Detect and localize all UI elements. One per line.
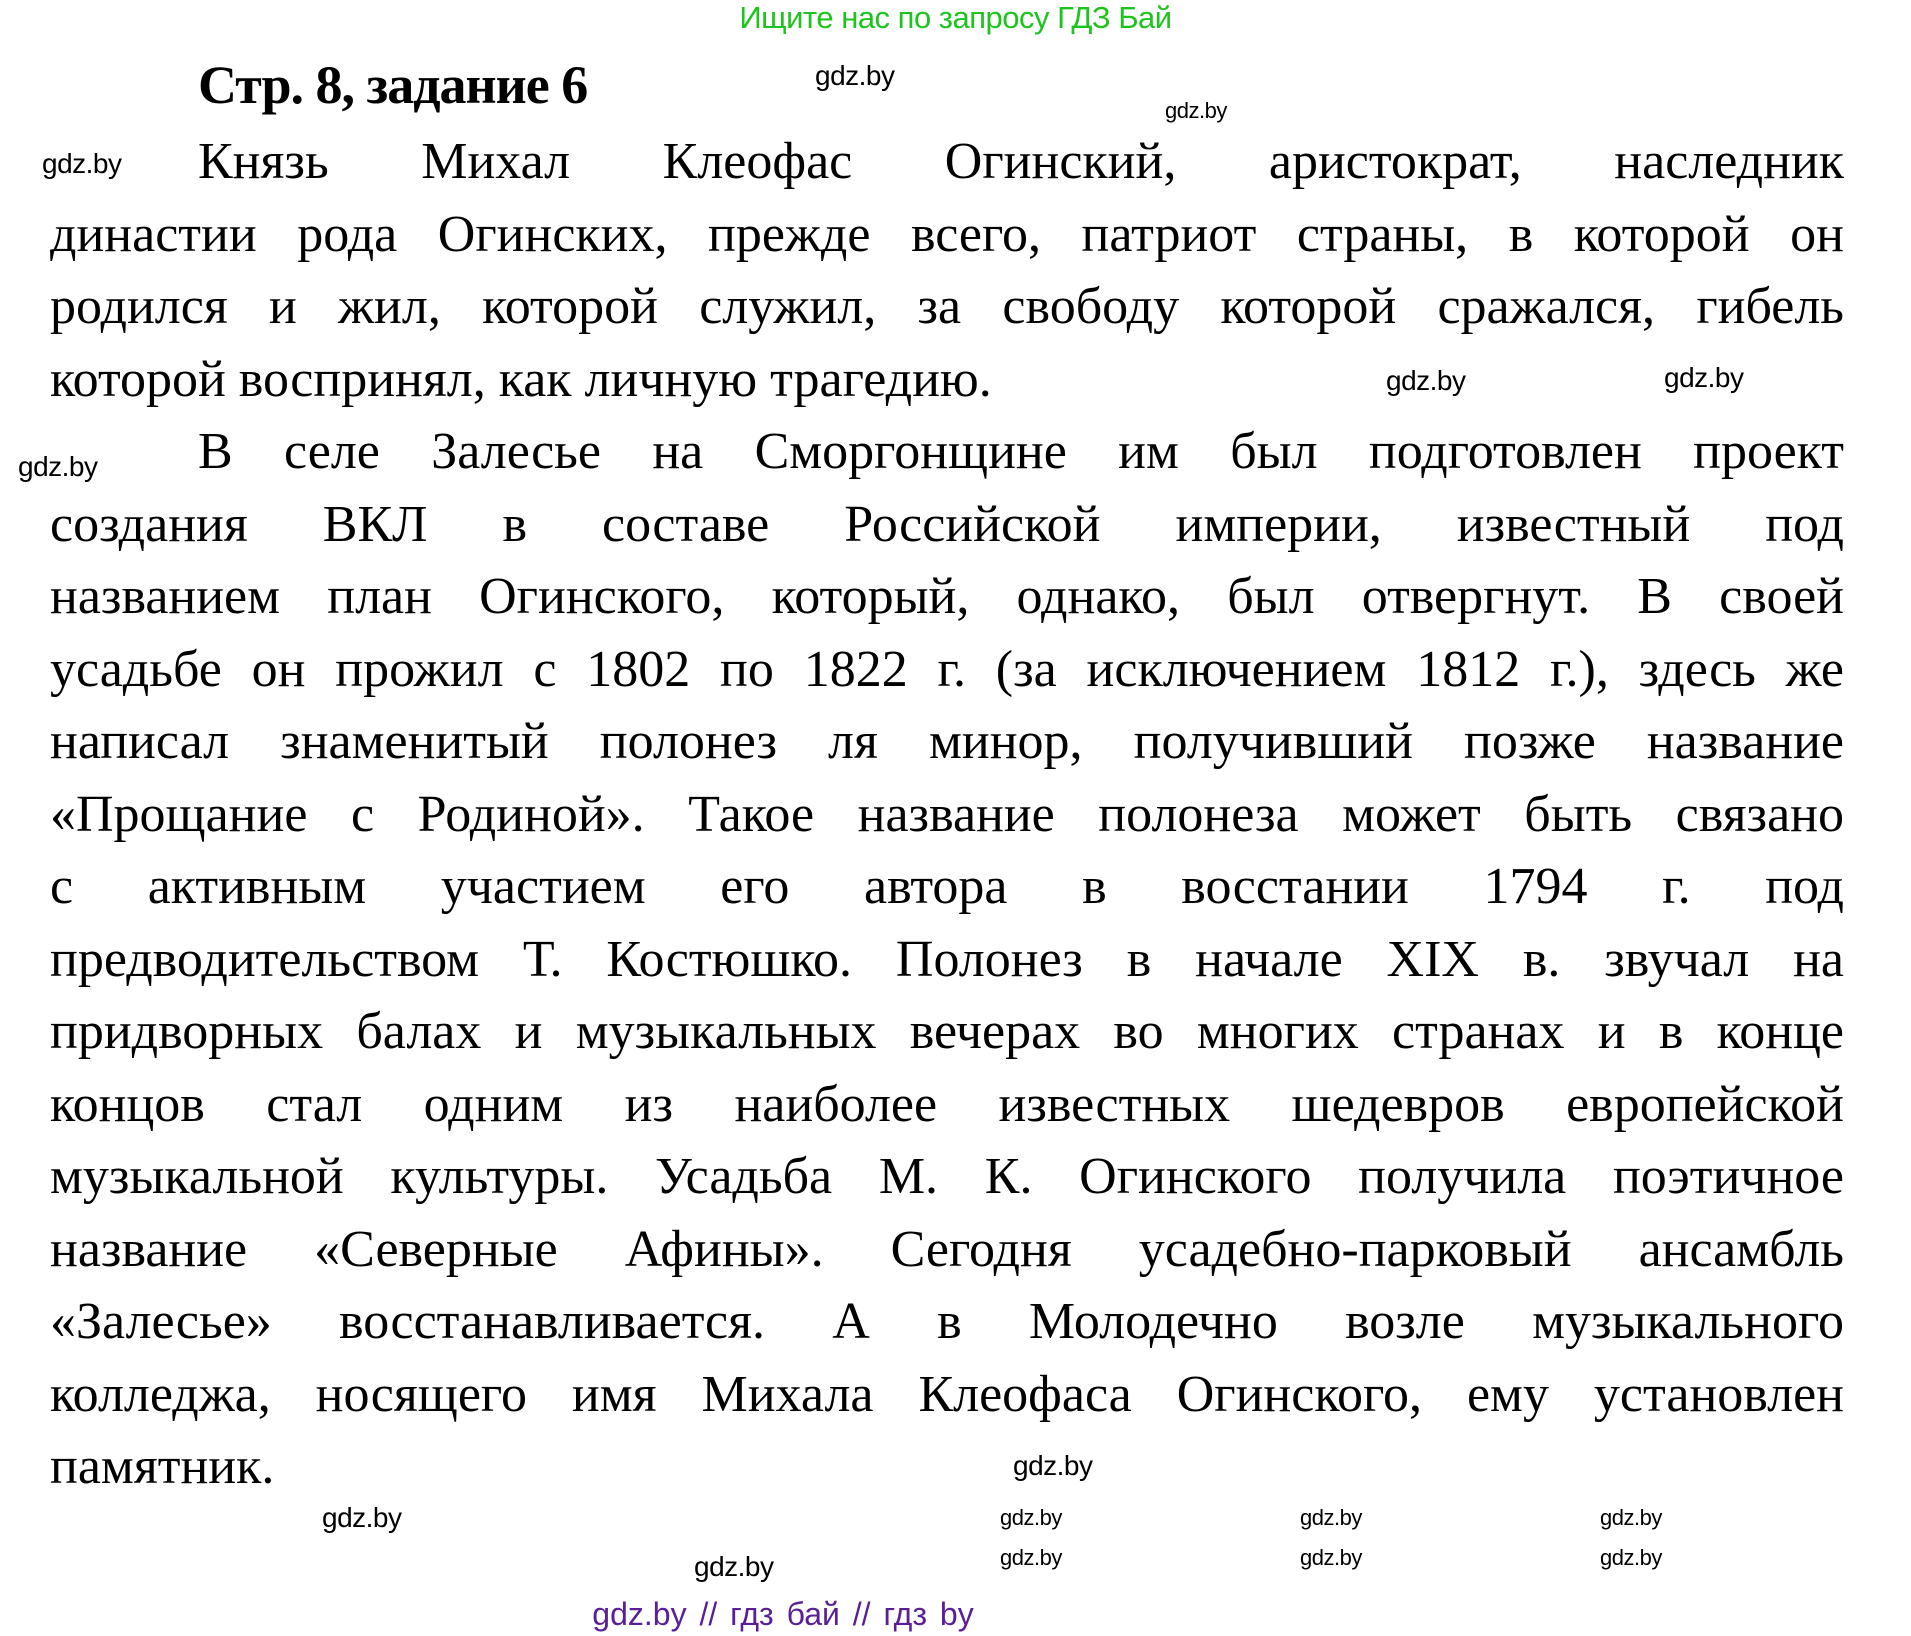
watermark: gdz.by <box>18 451 98 482</box>
text-line: с активным участием его автора в восстании 1794 г. под <box>50 858 1844 915</box>
text-line: написал знаменитый полонез ля минор, получивший позже название <box>50 713 1844 770</box>
footer-links: gdz.by // гдз бай // гдз by <box>592 1596 974 1632</box>
text-line: родился и жил, которой служил, за свободу которой сражался, гибель <box>50 278 1844 335</box>
watermark: gdz.by <box>1664 362 1744 393</box>
text-line: «Залесье» восстанавливается. А в Молодечно возле музыкального <box>50 1293 1844 1350</box>
text-line: «Прощание с Родиной». Такое название полонеза может быть связано <box>50 786 1844 843</box>
watermark: gdz.by <box>1300 1505 1362 1530</box>
watermark: gdz.by <box>694 1551 774 1582</box>
text-line: династии рода Огинских, прежде всего, патриот страны, в которой он <box>50 206 1844 263</box>
text-line: придворных балах и музыкальных вечерах во многих странах и в конце <box>50 1003 1844 1060</box>
watermark: gdz.by <box>1386 365 1466 396</box>
watermark: gdz.by <box>815 60 895 91</box>
watermark: gdz.by <box>1300 1545 1362 1570</box>
text-line: Князь Михал Клеофас Огинский, аристократ, наследник <box>198 133 1844 190</box>
text-line: концов стал одним из наиболее известных шедевров европейской <box>50 1076 1844 1133</box>
text-line: предводительством Т. Костюшко. Полонез в начале XIX в. звучал на <box>50 931 1844 988</box>
text-line: колледжа, носящего имя Михала Клеофаса Огинского, ему установлен <box>50 1366 1844 1423</box>
text-line: усадьбе он прожил с 1802 по 1822 г. (за исключением 1812 г.), здесь же <box>50 641 1844 698</box>
text-line: музыкальной культуры. Усадьба М. К. Огинского получила поэтичное <box>50 1148 1844 1205</box>
watermark: gdz.by <box>1000 1505 1062 1530</box>
text-line: создания ВКЛ в составе Российской империи, известный под <box>50 496 1844 553</box>
text-line: название «Северные Афины». Сегодня усадебно-парковый ансамбль <box>50 1221 1844 1278</box>
watermark: gdz.by <box>1000 1545 1062 1570</box>
watermark: gdz.by <box>322 1502 402 1533</box>
text-line: которой воспринял, как личную трагедию. <box>50 351 992 408</box>
watermark: gdz.by <box>1165 98 1227 123</box>
text-line: названием план Огинского, который, однако, был отвергнут. В своей <box>50 568 1844 625</box>
watermark: gdz.by <box>1600 1545 1662 1570</box>
page-title: Стр. 8, задание 6 <box>198 55 588 115</box>
watermark: gdz.by <box>1600 1505 1662 1530</box>
text-line: памятник. <box>50 1438 275 1495</box>
search-banner: Ищите нас по запросу ГДЗ Бай <box>739 0 1172 35</box>
watermark: gdz.by <box>42 148 122 179</box>
text-line: В селе Залесье на Сморгонщине им был подготовлен проект <box>198 423 1844 480</box>
watermark: gdz.by <box>1013 1450 1093 1481</box>
